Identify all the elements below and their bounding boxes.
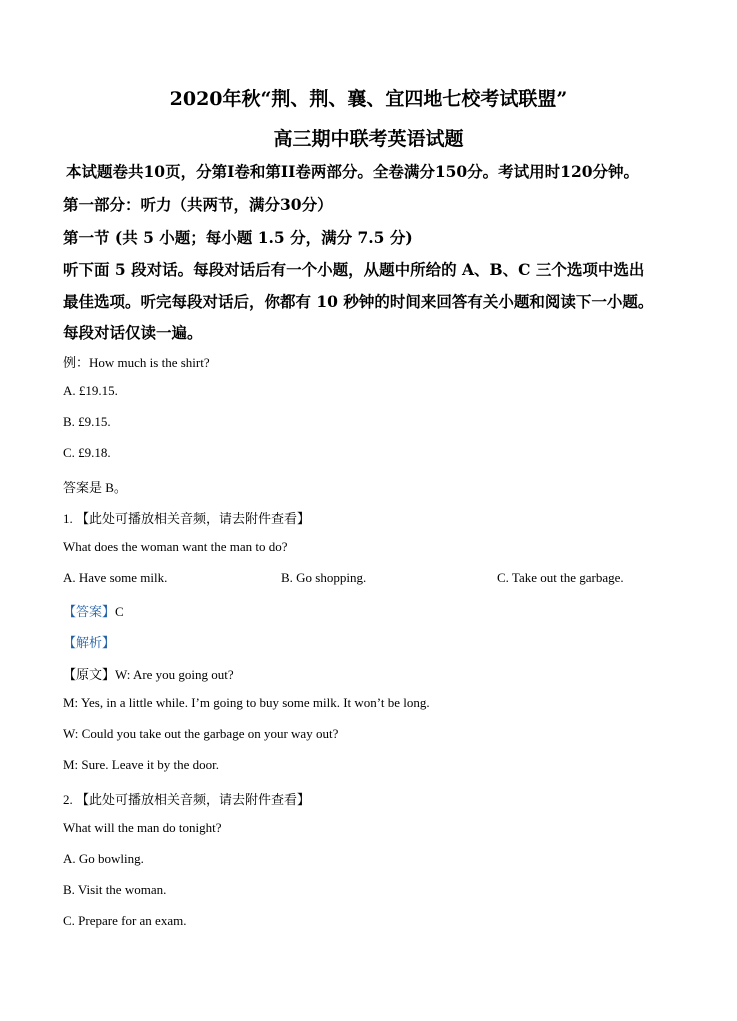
instruction-line-2: 最佳选项。听完每段对话后，你都有 10 秒钟的时间来回答有关小题和阅读下一小题。: [63, 292, 654, 311]
part-heading: 第一部分：听力（共两节，满分30分）: [63, 195, 333, 214]
example-answer: 答案是 B。: [63, 480, 127, 495]
q1-question: What does the woman want the man to do?: [63, 539, 288, 554]
q1-option-c: C. Take out the garbage.: [497, 570, 624, 585]
exam-subtitle: 高三期中联考英语试题: [273, 128, 464, 150]
q2-option-c: C. Prepare for an exam.: [63, 913, 187, 928]
example-option-b: B. £9.15.: [63, 414, 111, 429]
analysis-tag: 【解析】: [63, 635, 116, 650]
transcript-line-3: W: Could you take out the garbage on your way out?: [63, 726, 339, 741]
q1-option-a: A. Have some milk.: [63, 570, 168, 585]
answer-value: C: [115, 604, 124, 619]
transcript-text: W: Are you going out?: [115, 667, 234, 682]
q2-option-a: A. Go bowling.: [63, 851, 144, 866]
transcript-line-4: M: Sure. Leave it by the door.: [63, 757, 219, 772]
section-heading: 第一节 (共 5 小题；每小题 1.5 分，满分 7.5 分): [63, 228, 413, 247]
intro-line: 本试题卷共10页，分第I卷和第II卷两部分。全卷满分150分。考试用时120分钟。: [66, 162, 640, 181]
instruction-line-1: 听下面 5 段对话。每段对话后有一个小题，从题中所给的 A、B、C 三个选项中选出: [63, 260, 645, 279]
instruction-line-3: 每段对话仅读一遍。: [63, 323, 203, 342]
exam-title: 2020年秋“荆、荆、襄、宜四地七校考试联盟”: [169, 88, 568, 110]
q1-answer: [63, 601, 124, 620]
answer-tag: 【答案】: [63, 604, 116, 619]
q2-option-b: B. Visit the woman.: [63, 882, 167, 897]
q2-audio-header: 2. 【此处可播放相关音频，请去附件查看】: [63, 792, 311, 807]
example-question: 例：How much is the shirt?: [63, 355, 210, 370]
transcript-tag: 【原文】: [63, 667, 116, 682]
example-option-a: A. £19.15.: [63, 383, 118, 398]
q2-question: What will the man do tonight?: [63, 820, 222, 835]
transcript-line-2: M: Yes, in a little while. I’m going to buy some milk. It won’t be long.: [63, 695, 430, 710]
transcript-line-1: [63, 664, 234, 683]
q1-audio-header: 1. 【此处可播放相关音频，请去附件查看】: [63, 511, 311, 526]
example-option-c: C. £9.18.: [63, 445, 111, 460]
q1-option-b: B. Go shopping.: [281, 570, 367, 585]
